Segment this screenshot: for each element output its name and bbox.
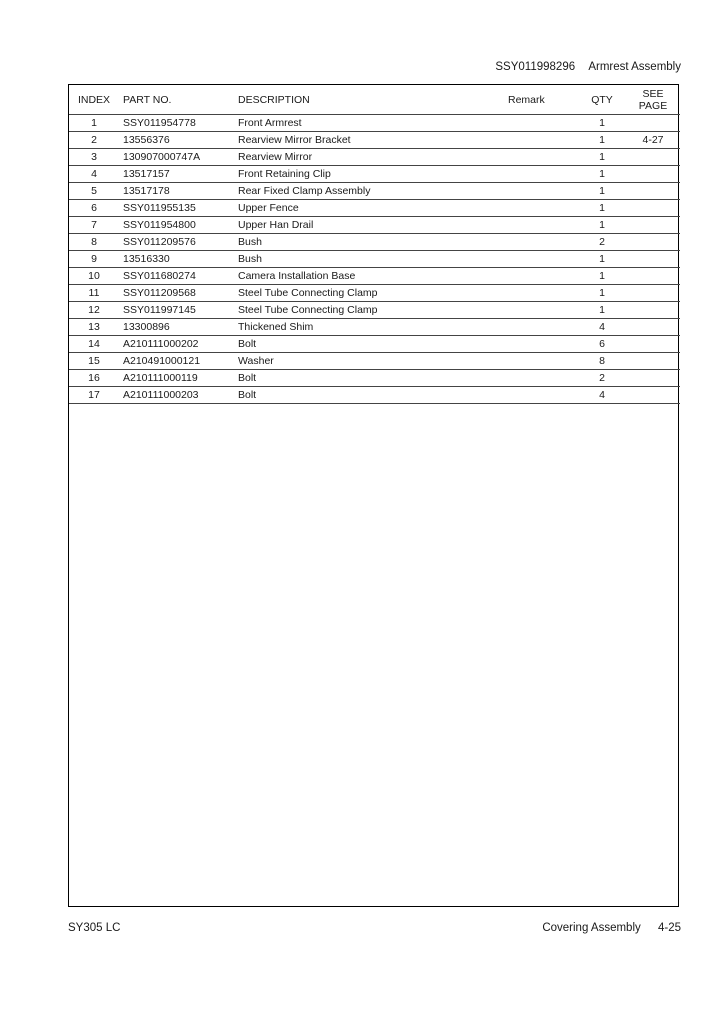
- cell-remark: [508, 149, 578, 166]
- cell-qty: 1: [578, 166, 626, 183]
- table-row: [69, 183, 680, 200]
- cell-see-page: [626, 200, 680, 217]
- cell-description: Camera Installation Base: [238, 268, 508, 285]
- cell-index: 14: [69, 336, 119, 353]
- table-row: [69, 149, 680, 166]
- cell-remark: [508, 115, 578, 132]
- cell-qty: 2: [578, 370, 626, 387]
- cell-part-no: SSY011954800: [119, 217, 238, 234]
- cell-qty: 1: [578, 149, 626, 166]
- cell-see-page: [626, 336, 680, 353]
- page-footer: [542, 922, 681, 934]
- cell-see-page: [626, 285, 680, 302]
- cell-index: 10: [69, 268, 119, 285]
- cell-remark: [508, 387, 578, 404]
- cell-remark: [508, 319, 578, 336]
- col-header-description: DESCRIPTION: [238, 85, 508, 115]
- col-header-index: INDEX: [69, 85, 119, 115]
- cell-qty: 2: [578, 234, 626, 251]
- cell-remark: [508, 234, 578, 251]
- table-row: [69, 285, 680, 302]
- cell-see-page: [626, 302, 680, 319]
- cell-qty: 6: [578, 336, 626, 353]
- table-row: [69, 115, 680, 132]
- cell-index: 8: [69, 234, 119, 251]
- col-header-see-line2: PAGE: [638, 99, 668, 112]
- page-number: 4-25: [657, 922, 681, 934]
- cell-part-no: SSY011997145: [119, 302, 238, 319]
- table-row: [69, 166, 680, 183]
- cell-part-no: SSY011954778: [119, 115, 238, 132]
- cell-remark: [508, 132, 578, 149]
- cell-remark: [508, 370, 578, 387]
- cell-part-no: SSY011209576: [119, 234, 238, 251]
- cell-qty: 1: [578, 200, 626, 217]
- cell-qty: 1: [578, 268, 626, 285]
- cell-see-page: [626, 251, 680, 268]
- cell-qty: 1: [578, 183, 626, 200]
- cell-description: Front Retaining Clip: [238, 166, 508, 183]
- cell-qty: 1: [578, 302, 626, 319]
- cell-remark: [508, 200, 578, 217]
- cell-description: Rearview Mirror: [238, 149, 508, 166]
- cell-remark: [508, 336, 578, 353]
- cell-index: 12: [69, 302, 119, 319]
- cell-part-no: A210491000121: [119, 353, 238, 370]
- cell-see-page: [626, 115, 680, 132]
- cell-index: 2: [69, 132, 119, 149]
- cell-see-page: [626, 268, 680, 285]
- assembly-name: Armrest Assembly: [588, 61, 681, 73]
- cell-see-page: [626, 149, 680, 166]
- cell-remark: [508, 166, 578, 183]
- table-row: [69, 370, 680, 387]
- col-header-see-page: [626, 85, 680, 115]
- cell-see-page: [626, 370, 680, 387]
- cell-see-page: [626, 183, 680, 200]
- cell-index: 3: [69, 149, 119, 166]
- cell-remark: [508, 353, 578, 370]
- page-header: [495, 61, 681, 73]
- cell-part-no: 13517157: [119, 166, 238, 183]
- cell-description: Steel Tube Connecting Clamp: [238, 302, 508, 319]
- cell-index: 17: [69, 387, 119, 404]
- cell-description: Upper Fence: [238, 200, 508, 217]
- cell-description: Steel Tube Connecting Clamp: [238, 285, 508, 302]
- parts-table: [69, 85, 680, 404]
- cell-index: 11: [69, 285, 119, 302]
- assembly-code: SSY011998296: [495, 61, 576, 73]
- cell-index: 16: [69, 370, 119, 387]
- table-row: [69, 387, 680, 404]
- cell-part-no: 13516330: [119, 251, 238, 268]
- cell-see-page: [626, 234, 680, 251]
- cell-remark: [508, 183, 578, 200]
- cell-part-no: SSY011680274: [119, 268, 238, 285]
- cell-description: Bush: [238, 251, 508, 268]
- table-row: [69, 353, 680, 370]
- cell-qty: 1: [578, 115, 626, 132]
- cell-part-no: A210111000119: [119, 370, 238, 387]
- cell-description: Upper Han Drail: [238, 217, 508, 234]
- cell-part-no: 130907000747A: [119, 149, 238, 166]
- table-row: [69, 336, 680, 353]
- cell-index: 15: [69, 353, 119, 370]
- table-row: [69, 319, 680, 336]
- cell-part-no: 13300896: [119, 319, 238, 336]
- col-header-see-line1: SEE: [642, 87, 664, 100]
- cell-index: 9: [69, 251, 119, 268]
- cell-part-no: 13556376: [119, 132, 238, 149]
- table-row: [69, 234, 680, 251]
- cell-see-page: [626, 166, 680, 183]
- cell-part-no: SSY011955135: [119, 200, 238, 217]
- cell-part-no: 13517178: [119, 183, 238, 200]
- table-row: [69, 302, 680, 319]
- cell-remark: [508, 268, 578, 285]
- cell-qty: 1: [578, 132, 626, 149]
- cell-description: Rear Fixed Clamp Assembly: [238, 183, 508, 200]
- parts-list-frame: [68, 84, 679, 907]
- cell-remark: [508, 285, 578, 302]
- cell-description: Thickened Shim: [238, 319, 508, 336]
- cell-see-page: [626, 387, 680, 404]
- table-header-row: [69, 85, 680, 115]
- footer-section: Covering Assembly: [542, 922, 641, 934]
- table-row: [69, 132, 680, 149]
- cell-index: 4: [69, 166, 119, 183]
- cell-description: Bolt: [238, 370, 508, 387]
- cell-remark: [508, 217, 578, 234]
- table-row: [69, 268, 680, 285]
- cell-description: Rearview Mirror Bracket: [238, 132, 508, 149]
- cell-part-no: A210111000203: [119, 387, 238, 404]
- cell-see-page: [626, 353, 680, 370]
- cell-remark: [508, 302, 578, 319]
- cell-see-page: [626, 319, 680, 336]
- table-row: [69, 251, 680, 268]
- table-row: [69, 200, 680, 217]
- col-header-remark: Remark: [508, 85, 578, 115]
- cell-index: 7: [69, 217, 119, 234]
- cell-remark: [508, 251, 578, 268]
- cell-see-page: [626, 217, 680, 234]
- col-header-part-no: PART NO.: [119, 85, 238, 115]
- cell-index: 1: [69, 115, 119, 132]
- cell-description: Bolt: [238, 336, 508, 353]
- cell-index: 5: [69, 183, 119, 200]
- col-header-qty: QTY: [578, 85, 626, 115]
- cell-index: 13: [69, 319, 119, 336]
- footer-model: SY305 LC: [68, 922, 121, 934]
- parts-table-body: [69, 115, 680, 404]
- cell-qty: 4: [578, 319, 626, 336]
- cell-description: Washer: [238, 353, 508, 370]
- cell-index: 6: [69, 200, 119, 217]
- cell-description: Bolt: [238, 387, 508, 404]
- cell-qty: 1: [578, 251, 626, 268]
- table-row: [69, 217, 680, 234]
- cell-description: Bush: [238, 234, 508, 251]
- cell-description: Front Armrest: [238, 115, 508, 132]
- cell-qty: 8: [578, 353, 626, 370]
- cell-see-page: 4-27: [626, 132, 680, 149]
- cell-part-no: SSY011209568: [119, 285, 238, 302]
- cell-qty: 1: [578, 217, 626, 234]
- cell-qty: 1: [578, 285, 626, 302]
- cell-part-no: A210111000202: [119, 336, 238, 353]
- cell-qty: 4: [578, 387, 626, 404]
